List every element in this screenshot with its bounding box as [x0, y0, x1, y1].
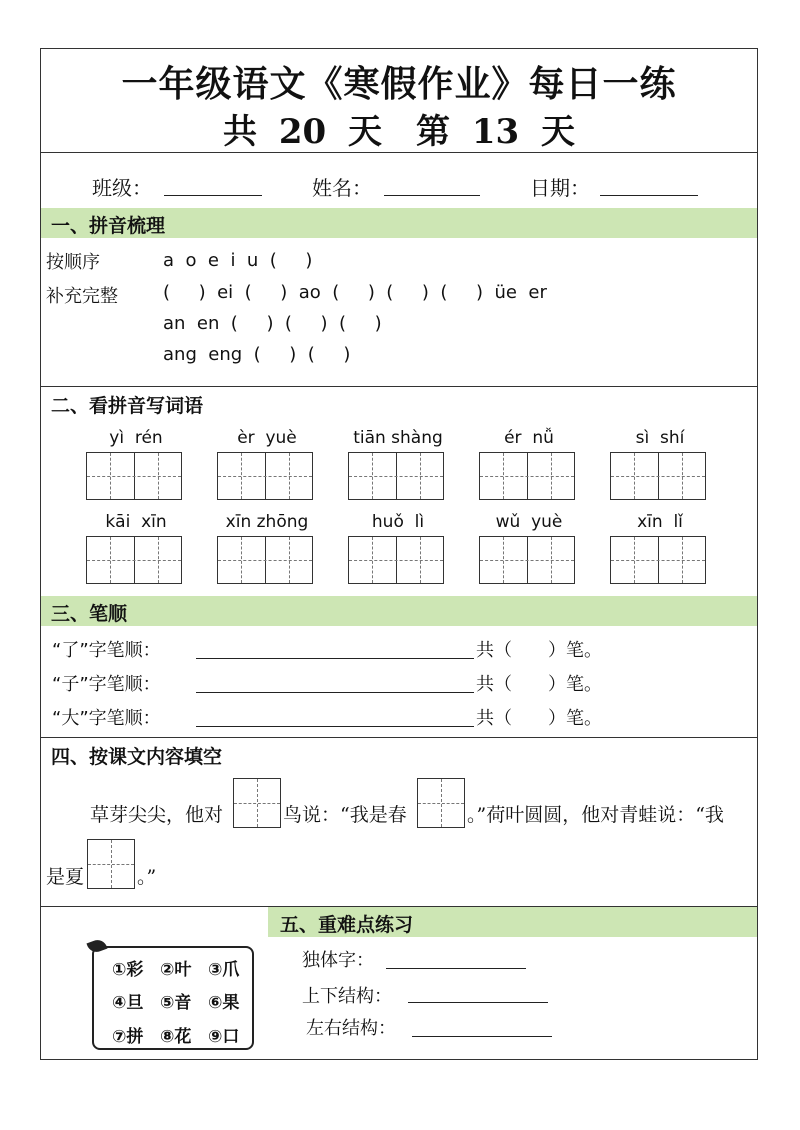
divider: [40, 737, 758, 738]
word-pinyin: yì rén: [109, 428, 163, 448]
fill-text: 是夏: [46, 866, 85, 888]
fill-text: 鸟说：“我是春: [283, 804, 407, 826]
section-3-header: [41, 596, 757, 626]
option-item: ⑧花: [160, 1027, 192, 1047]
option-item: ③爪: [208, 960, 240, 980]
section-2-title: 二、看拼音写词语: [51, 395, 204, 417]
stroke-label: “子”字笔顺：: [52, 674, 161, 695]
writing-grid[interactable]: [479, 452, 575, 500]
stroke-count: 共（ ）笔。: [476, 708, 602, 729]
answer-cell[interactable]: [87, 839, 135, 889]
section-4-title: 四、按课文内容填空: [51, 746, 223, 768]
word-pinyin: xīn zhōng: [225, 512, 309, 532]
word-pinyin: wǔ yuè: [495, 512, 563, 532]
divider: [40, 152, 758, 153]
page-title: 一年级语文《寒假作业》每日一练: [121, 63, 677, 105]
option-item: ⑨口: [208, 1027, 240, 1047]
word-pinyin: sì shí: [635, 428, 685, 448]
pinyin-row-4: ang eng ( ) ( ): [163, 344, 351, 365]
structure-field-single[interactable]: [386, 968, 526, 969]
structure-field-left-right[interactable]: [412, 1036, 552, 1037]
fill-text: 。”: [137, 866, 157, 888]
name-label: 姓名：: [312, 176, 372, 200]
option-item: ②叶: [160, 960, 192, 980]
structure-label-single: 独体字：: [302, 950, 374, 971]
option-item: ①彩: [112, 960, 144, 980]
structure-label-top-bottom: 上下结构：: [302, 986, 392, 1007]
option-item: ⑥果: [208, 993, 240, 1013]
word-pinyin: kāi xīn: [105, 512, 167, 532]
fill-text: 。”荷叶圆圆，他对青蛙说：“我: [467, 804, 724, 826]
pinyin-row-3: an en ( ) ( ) ( ): [163, 313, 382, 334]
writing-grid[interactable]: [348, 452, 444, 500]
name-field[interactable]: [384, 195, 480, 196]
stroke-order-field[interactable]: [196, 692, 474, 693]
structure-field-top-bottom[interactable]: [408, 1002, 548, 1003]
word-pinyin: huǒ lì: [371, 512, 425, 532]
writing-grid[interactable]: [217, 536, 313, 584]
option-item: ⑦拼: [112, 1027, 144, 1047]
section-5-header: [268, 907, 757, 937]
section-3-title: 三、笔顺: [51, 603, 128, 625]
writing-grid[interactable]: [86, 536, 182, 584]
class-label: 班级：: [92, 176, 152, 200]
pinyin-row-1: a o e i u ( ): [163, 250, 313, 271]
word-pinyin: tiān shàng: [353, 428, 443, 448]
stroke-label: “大”字笔顺：: [52, 708, 161, 729]
answer-cell[interactable]: [233, 778, 281, 828]
section-1-header: [41, 208, 757, 238]
divider: [40, 386, 758, 387]
word-pinyin: èr yuè: [237, 428, 297, 448]
class-field[interactable]: [164, 195, 262, 196]
word-pinyin: ér nǚ: [504, 428, 554, 448]
writing-grid[interactable]: [610, 536, 706, 584]
pinyin-row-2: ( ) ei ( ) ao ( ) ( ) ( ) üe er: [163, 282, 547, 303]
option-item: ④旦: [112, 993, 144, 1013]
fill-text: 草芽尖尖，他对: [90, 804, 224, 826]
writing-grid[interactable]: [86, 452, 182, 500]
page-subtitle: 共 20 天 第 13 天: [223, 112, 575, 152]
section-5-title: 五、重难点练习: [280, 914, 414, 936]
writing-grid[interactable]: [348, 536, 444, 584]
writing-grid[interactable]: [217, 452, 313, 500]
section-1-title: 一、拼音梳理: [51, 215, 166, 237]
writing-grid[interactable]: [479, 536, 575, 584]
writing-grid[interactable]: [610, 452, 706, 500]
stroke-count: 共（ ）笔。: [476, 674, 602, 695]
date-field[interactable]: [600, 195, 698, 196]
stroke-order-field[interactable]: [196, 658, 474, 659]
order-label-2: 补充完整: [46, 286, 118, 307]
structure-label-left-right: 左右结构：: [306, 1018, 396, 1039]
option-item: ⑤音: [160, 993, 192, 1013]
order-label-1: 按顺序: [46, 252, 100, 273]
stroke-label: “了”字笔顺：: [52, 640, 161, 661]
answer-cell[interactable]: [417, 778, 465, 828]
stroke-count: 共（ ）笔。: [476, 640, 602, 661]
date-label: 日期：: [530, 176, 590, 200]
word-pinyin: xīn lǐ: [637, 512, 683, 532]
stroke-order-field[interactable]: [196, 726, 474, 727]
